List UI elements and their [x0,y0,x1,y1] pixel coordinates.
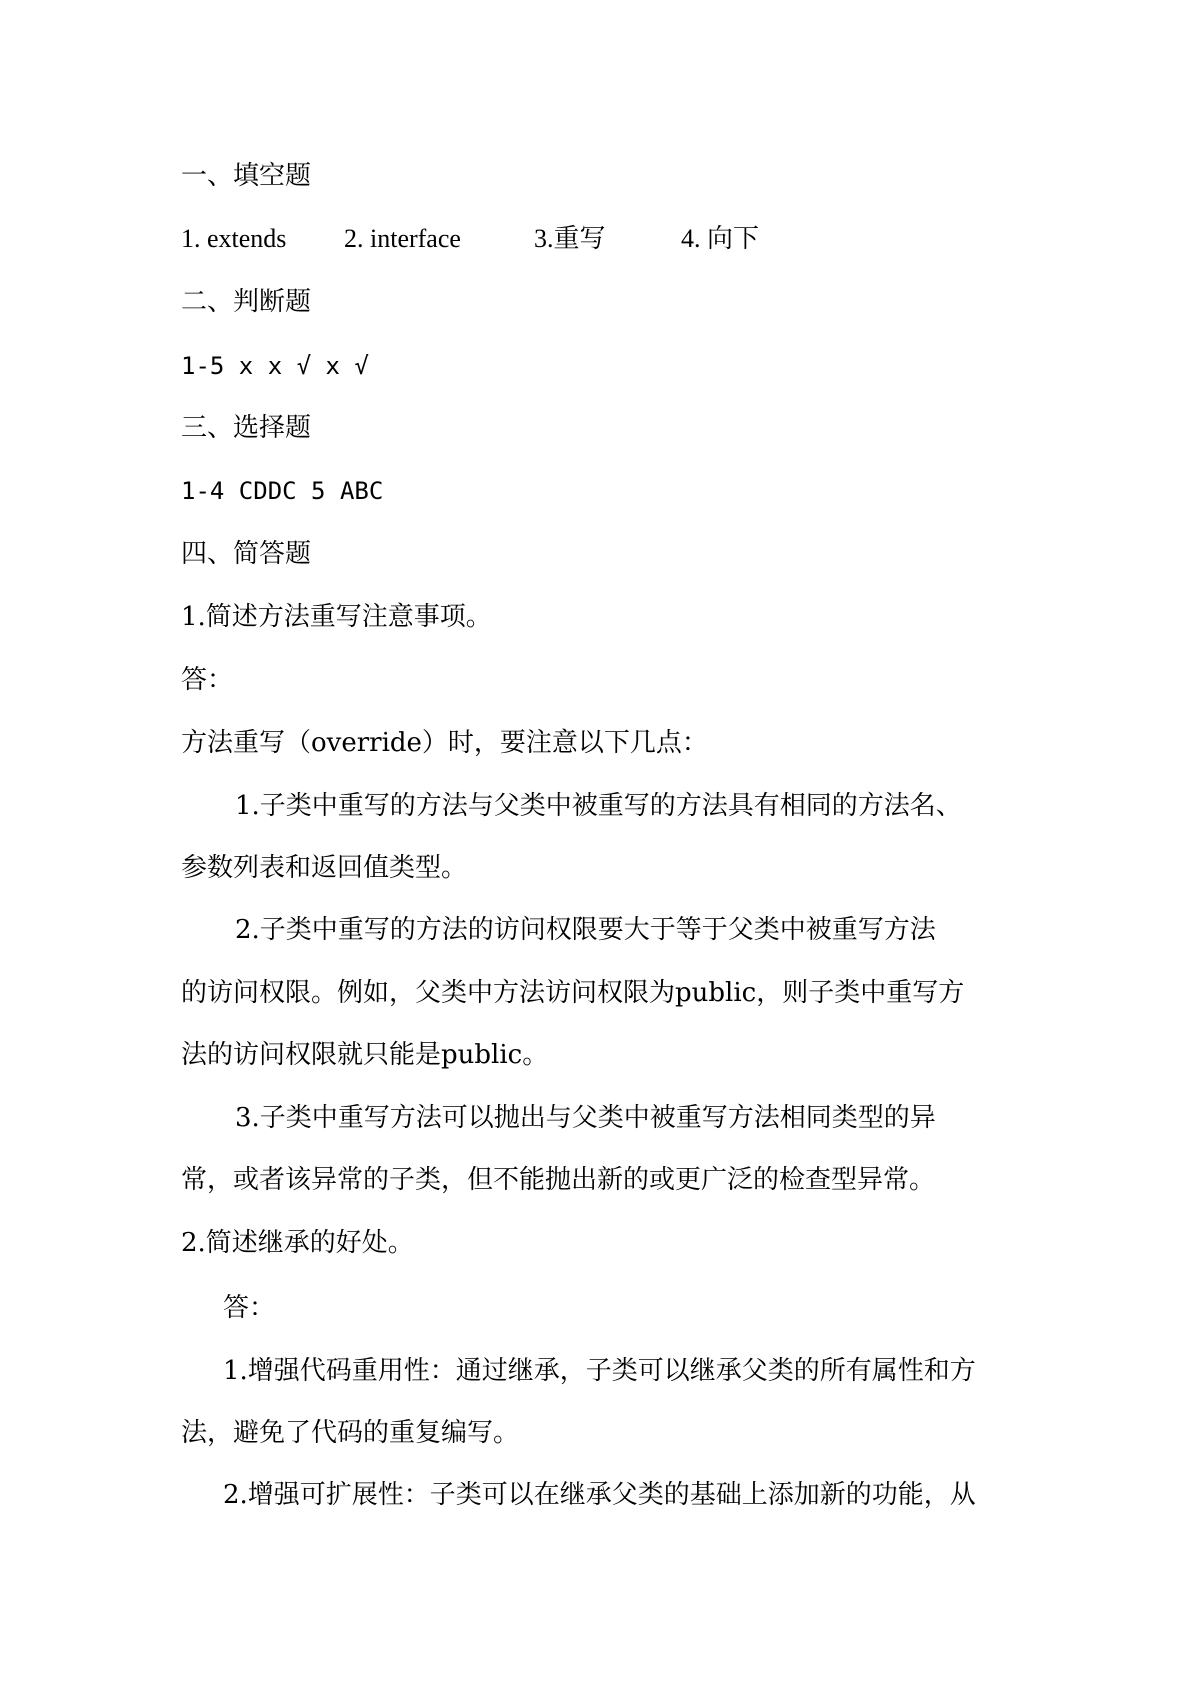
question-1: 1.简述方法重写注意事项。 [181,602,492,632]
section-heading-true-false: 二、判断题 [181,287,312,317]
fill-blank-answer-4: 4. 向下 [681,224,760,253]
section-heading-short-answer: 四、简答题 [181,539,312,569]
answer-1-intro: 方法重写（override）时，要注意以下几点： [181,728,708,758]
fill-blank-answer-2: 2. interface [344,224,461,253]
answer-1-point-1-line-1: 1.子类中重写的方法与父类中被重写的方法具有相同的方法名、 [235,791,962,821]
answer-2-point-2-line-1: 2.增强可扩展性：子类可以在继承父类的基础上添加新的功能，从 [223,1480,976,1510]
answer-1-point-2-line-3: 法的访问权限就只能是public。 [181,1040,549,1070]
answer-1-point-1-line-2: 参数列表和返回值类型。 [181,853,468,883]
answer-1-point-2-line-2: 的访问权限。例如，父类中方法访问权限为public，则子类中重写方 [181,978,965,1008]
section-heading-multiple-choice: 三、选择题 [181,413,312,443]
section-heading-fill-blank: 一、填空题 [181,161,312,191]
answer-label-2: 答： [223,1293,276,1323]
answer-2-point-1-line-2: 法，避免了代码的重复编写。 [181,1418,520,1448]
question-2: 2.简述继承的好处。 [181,1228,414,1258]
answer-1-point-3-line-1: 3.子类中重写方法可以抛出与父类中被重写方法相同类型的异 [235,1103,936,1133]
answer-1-point-2-line-1: 2.子类中重写的方法的访问权限要大于等于父类中被重写方法 [235,915,936,945]
fill-blank-answer-1: 1. extends [181,224,287,253]
true-false-answers: 1-5 x x √ x √ [181,352,369,380]
fill-blank-answer-3: 3.重写 [534,224,606,253]
answer-2-point-1-line-1: 1.增强代码重用性：通过继承，子类可以继承父类的所有属性和方 [223,1356,976,1386]
multiple-choice-answers: 1-4 CDDC 5 ABC [181,477,384,505]
answer-label-1: 答： [181,665,234,695]
answer-1-point-3-line-2: 常，或者该异常的子类，但不能抛出新的或更广泛的检查型异常。 [181,1165,936,1195]
